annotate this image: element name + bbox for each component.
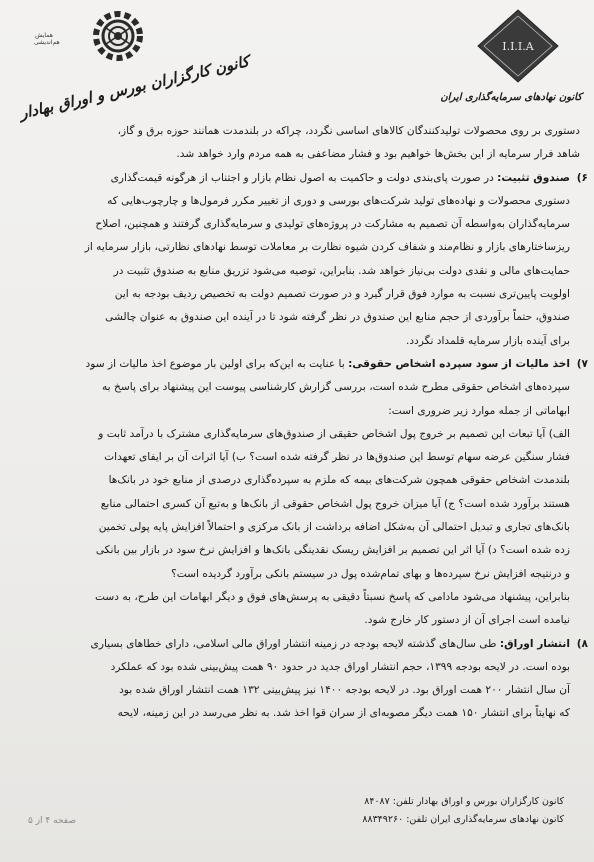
item-title: صندوق تثبیت: [497,171,570,184]
footer-contact-brokers: کانون کارگزاران بورس و اوراق بهادار تلفن: ۸۴۰۸۷ [364,796,564,807]
document-body [20,120,588,726]
item-line: سرمایه‌گذاران به‌واسطه آن تصمیم به مشارکت در پروژه‌های تولیدی و سرمایه‌گذاری گرفتند و همچنین، اصلاح [95,218,570,231]
logo-small-note: همایش هم‌اندیشی [34,32,60,46]
item-line: آن سال انتشار ۲۰۰ همت اوراق بود. در لایحه بودجه ۱۴۰۰ نیز پیش‌بینی ۱۳۲ همت انتشار اوراق شده بود [119,684,570,697]
item-line: حمایت‌های مالی و نقدی دولت بی‌نیاز خواهد شد. بنابراین، توصیه می‌شود تزریق منابع به صندوق تثبیت در [113,264,570,277]
item-line: با عنایت به این‌که برای اولین بار موضوع اخذ مالیات از سود [85,357,345,370]
item-line: فشار سنگین عرضه سهام توسط این صندوق‌ها در نظر گرفته شده است؟ ب) آیا اثرات آن بر ایفای تعهدات [104,451,570,464]
item-line: که نهایتاً برای انتشار ۱۵۰ همت دیگر مصوبه‌ای از سران قوا اخذ شد. به نظر می‌رسد در این زمینه، لایحه [117,707,570,720]
item-6 [20,167,588,353]
shield-badge-icon [448,6,588,86]
item-line: بلندمدت اشخاص حقوقی همچون شرکت‌های بیمه که ملزم به سپرده‌گذاری درصدی از منابع خود در بانک‌ها [108,474,570,487]
item-line: بانک‌های تجاری و تبدیل احتمالی آن به‌شکل اضافه برداشت از بانک مرکزی و احتمالاً افزایش پایه پولی تخمین [98,521,570,534]
letterhead [0,0,594,123]
broker-association-title: کانون کارگزاران بورس و اوراق بهادار [17,52,251,123]
item-line: و درنتیجه افزایش نرخ سپرده‌ها و بهای تمام‌شده پول در سیستم بانکی برآورد گردیده است؟ [171,567,570,580]
item-title: انتشار اوراق: [499,637,570,650]
badge-text: I.I.I.A [502,40,534,53]
item-line: نیامده است اجرای آن از دستور کار خارج شود. [364,614,570,627]
item-line: اولویت پایین‌تری نسبت به موارد فوق قرار گیرد و در صورت تصمیم دولت به تخصیص ردیف بودجه به این [114,288,570,301]
item-number: ۷) [576,357,588,370]
page-number: صفحه ۴ از ۵ [28,816,76,826]
item-line: در صورت پای‌بندی دولت و حاکمیت به اصول نظام بازار و اجتناب از هرگونه قیمت‌گذاری [110,171,494,184]
item-title: اخذ مالیات از سود سپرده اشخاص حقوقی: [348,357,570,370]
item-number: ۶) [576,171,588,184]
footer-contact-institutions: کانون نهادهای سرمایه‌گذاری ایران تلفن: ۸۸۳۴۹۲۶۰ [362,814,564,825]
item-line: برای آینده بازار سرمایه قلمداد نگردد. [405,334,570,347]
item-line: زده شده است؟ د) آیا اثر این تصمیم بر افزایش ریسک نقدینگی بانک‌ها و افزایش نرخ سود در بازار بین بانکی [95,544,570,557]
item-line: طی سال‌های گذشته لایحه بودجه در زمینه انتشار اوراق مالی اسلامی، دارای خطاهای بسیاری [90,637,497,650]
item-line: بوده است. در لایحه بودجه ۱۳۹۹، حجم انتشار اوراق جدید در حدود ۹۰ همت پیش‌بینی شده بود که عملکرد [110,660,570,673]
item-line: صندوق، حتماً برآوردی از حجم منابع این صندوق در نظر گرفته شود تا در آینده این صندوق به عنوان چالشی [105,311,570,324]
page-footer [0,788,594,848]
item-8 [20,633,588,726]
item-line: ابهاماتی از جمله موارد زیر ضروری است: [388,404,570,417]
intro-line-2: شاهد فرار سرمایه از این بخش‌ها خواهیم بود و فشار مضاعفی به همه مردم وارد خواهد شد. [176,148,580,161]
item-line: هستند برآورد شده است؟ ج) آیا میزان خروج پول اشخاص حقوقی از بانک‌ها و به‌تبع آن کسری احتمالی منابع [100,497,570,510]
item-line: الف) آیا تبعات این تصمیم بر خروج پول اشخاص حقیقی از صندوق‌های سرمایه‌گذاری مشترک با درآمد ثابت و [98,427,570,440]
item-line: بنابراین، پیشنهاد می‌شود مادامی که پاسخ نسبتاً دقیقی به پرسش‌های فوق و دیگر ابهامات این طرح، به دست [95,590,570,603]
investment-institutions-title: کانون نهادهای سرمایه‌گذاری ایران [440,92,582,103]
item-7 [20,353,588,633]
item-number: ۸) [576,637,588,650]
intro-line-1: دستوری بر روی محصولات تولیدکنندگان کالاهای اساسی نگردد، چراکه در بلندمدت همانند حوزه برق و گاز، [117,125,580,137]
item-line: سپرده‌های اشخاص حقوقی مطرح شده است، بررسی گزارش کارشناسی پیوست این پیشنهاد برای پاسخ به [102,381,570,394]
item-line: ریزساختارهای بازار و نظام‌مند و شفاف کردن شیوه نظارت بر معاملات توسط نهادهای نظارتی، بازار سرمایه از [84,241,570,254]
item-line: دستوری محصولات و نهاده‌های تولید شرکت‌های بورسی و دوری از تغییر مکرر فرمول‌ها و چارچوب‌هایی که [107,194,570,207]
